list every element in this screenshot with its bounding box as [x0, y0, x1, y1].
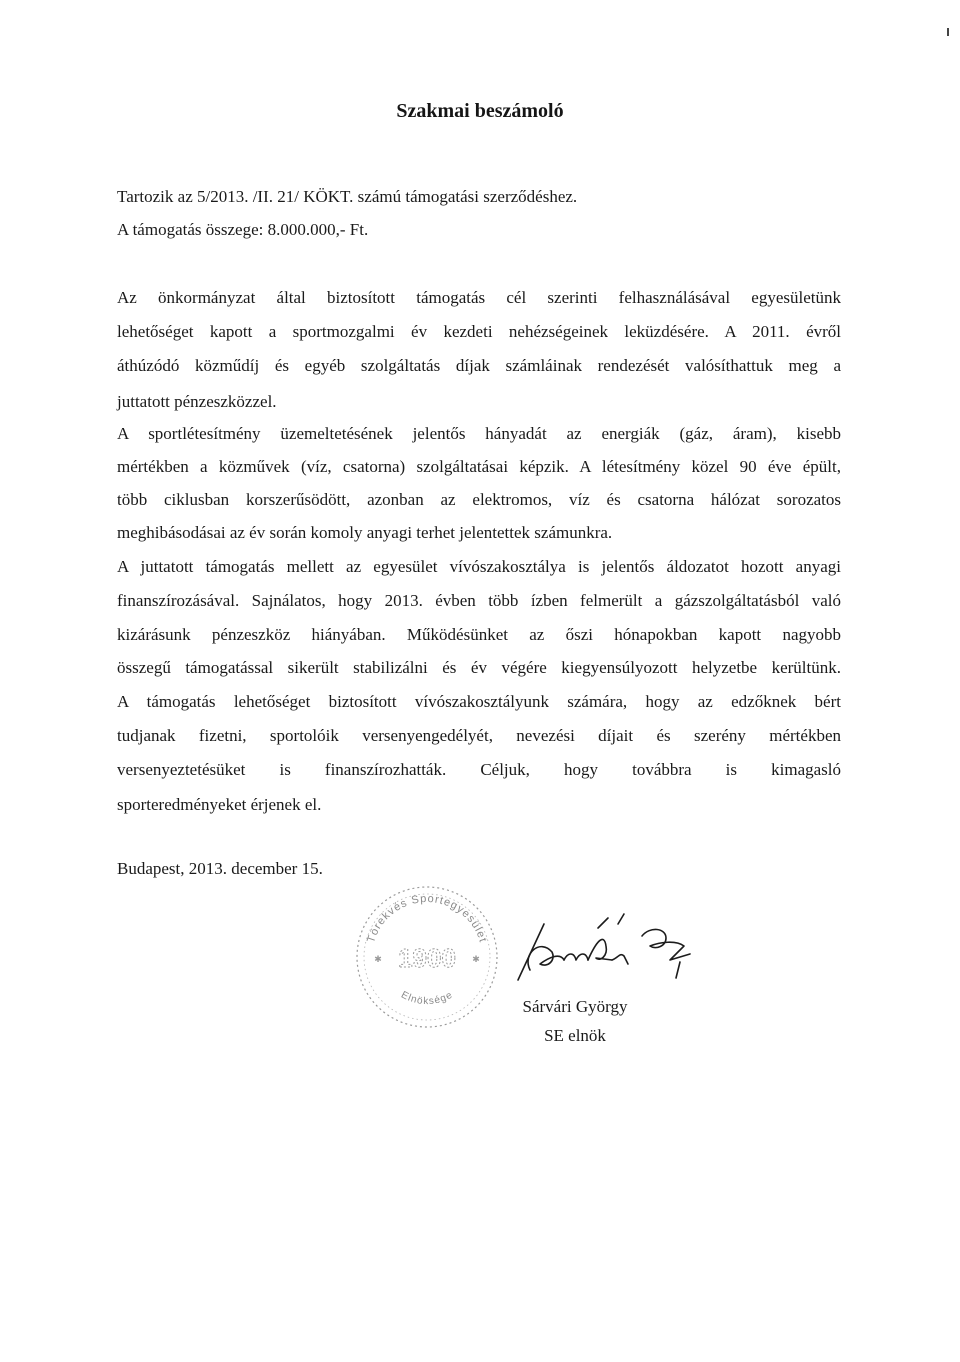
svg-text:Törekvés Sportegyesület: Törekvés Sportegyesület: [365, 892, 489, 945]
intro-line-amount: A támogatás összege: 8.000.000,- Ft.: [117, 220, 369, 239]
body-line: A sportlétesítmény üzemeltetésének jelentős hányadát az energiák (gáz, áram), kisebb: [117, 424, 841, 443]
body-line: A támogatás lehetőséget biztosított vívószakosztályunk számára, hogy az edzőknek bért: [117, 692, 841, 711]
body-line: kizárásunk pénzeszköz hiányában. Működésünket az őszi hónapokban kapott nagyobb: [117, 625, 841, 644]
body-line: A juttatott támogatás mellett az egyesület vívószakosztálya is jelentős áldozatot hozott anyagi: [117, 557, 841, 576]
signer-block: [505, 992, 645, 1050]
svg-text:1900: 1900: [398, 943, 456, 973]
intro-line-contract: Tartozik az 5/2013. /II. 21/ KÖKT. számú támogatási szerződéshez.: [117, 187, 578, 206]
svg-text:✱: ✱: [374, 954, 382, 964]
body-line: juttatott pénzeszközzel.: [117, 392, 277, 411]
body-line: mértékben a közművek (víz, csatorna) szolgáltatásai képzik. A létesítmény közel 90 éve épült,: [117, 457, 841, 476]
body-line: Az önkormányzat által biztosított támogatás cél szerinti felhasználásával egyesületünk: [117, 288, 841, 307]
svg-text:Elnöksége: Elnöksége: [399, 989, 455, 1008]
scan-edge-mark: [947, 28, 949, 36]
round-seal-stamp: [348, 878, 506, 1036]
date-line: Budapest, 2013. december 15.: [117, 859, 323, 878]
body-line: tudjanak fizetni, sportolóik versenyengedélyét, nevezési díjait és szerény mértékben: [117, 726, 841, 745]
signer-name: Sárvári György: [522, 997, 628, 1016]
handwritten-signature: [500, 902, 720, 1002]
body-line: meghibásodásai az év során komoly anyagi terhet jelentettek számunkra.: [117, 523, 613, 542]
svg-text:✱: ✱: [472, 954, 480, 964]
body-line: finanszírozásával. Sajnálatos, hogy 2013. évben több ízben felmerült a gázszolgáltatásból való: [117, 591, 841, 610]
body-line: több ciklusban korszerűsödött, azonban az elektromos, víz és csatorna hálózat sorozatos: [117, 490, 841, 509]
body-line: összegű támogatással sikerült stabilizálni és év végére kiegyensúlyozott helyzetbe kerültünk.: [117, 658, 841, 677]
body-line: lehetőséget kapott a sportmozgalmi év kezdeti nehézségeinek leküzdésére. A 2011. évről: [117, 322, 841, 341]
body-line: versenyeztetésüket is finanszírozhatták. Céljuk, hogy továbbra is kimagasló: [117, 760, 841, 779]
body-line: áthúzódó közműdíj és egyéb szolgáltatás díjak számláinak rendezését valósíthattuk meg a: [117, 356, 841, 375]
body-line: sporteredményeket érjenek el.: [117, 795, 322, 814]
document-title: Szakmai beszámoló: [396, 100, 564, 122]
signer-role: SE elnök: [544, 1026, 606, 1045]
